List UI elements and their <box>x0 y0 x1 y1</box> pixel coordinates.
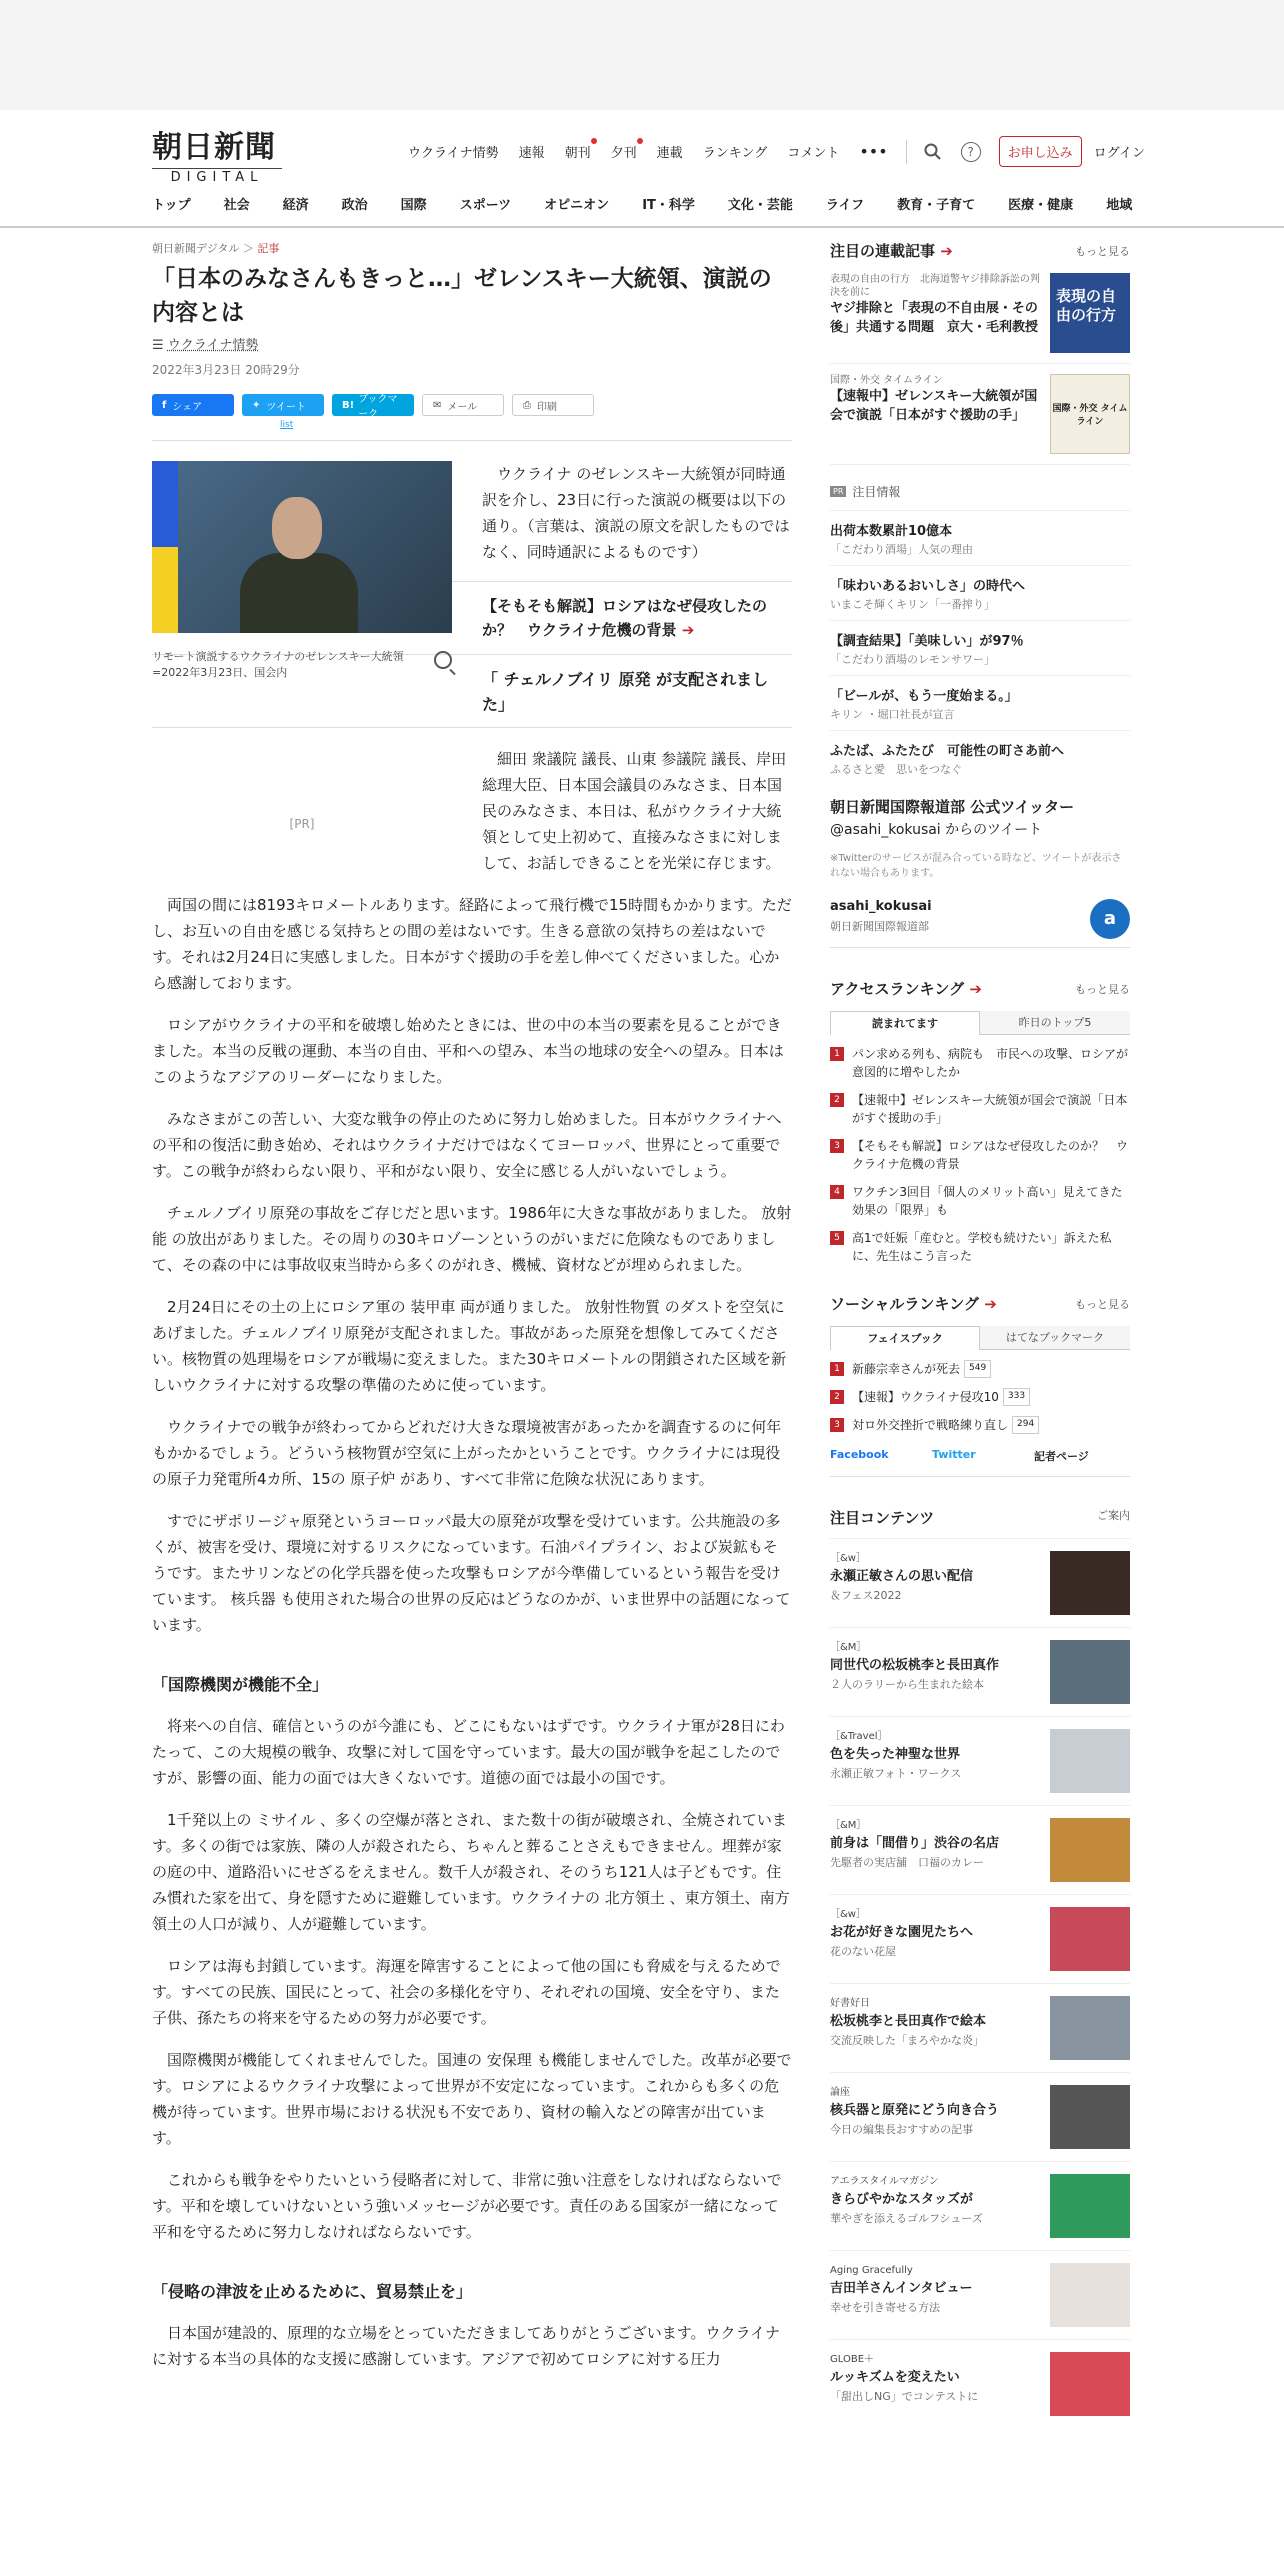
rank-badge: 3 <box>830 1139 844 1153</box>
paragraph: 将来への自信、確信というのが今誰にも、どこにもないはずです。ウクライナ軍が28日にわたって、この大規模の戦争、攻撃に対して国を守っています。最大の国が戦争を起こしたのですが、影響の面、能力の面では大きくないです。道徳の面では最小の国です。 <box>152 1717 785 1787</box>
tab-facebook[interactable]: フェイスブック <box>830 1326 980 1350</box>
featured-item[interactable] <box>830 2250 1130 2339</box>
sidebar <box>830 240 1130 2428</box>
featured-text <box>830 1640 1036 1704</box>
section-heading: 「国際機関が機能不全」 <box>152 1675 329 1694</box>
arrow-right-icon: ➔ <box>969 980 982 998</box>
featured-sub: 今日の編集長おすすめの記事 <box>830 2123 974 2136</box>
social-item-title[interactable]: 対ロ外交挫折で戦略練り直し <box>852 1418 1009 1432</box>
series-item[interactable] <box>830 273 1130 364</box>
series-item-label-1: 表現の自由の行方 <box>830 274 910 285</box>
cat-economy[interactable]: 経済 <box>282 198 309 213</box>
featured-headline[interactable]: お花が好きな園児たちへ <box>830 1925 974 1940</box>
ranking-item-title[interactable]: パン求める列も、病院も 市民への攻撃、ロシアが意図的に増やしたか <box>852 1047 1129 1079</box>
nav-ranking[interactable]: ランキング <box>702 146 768 161</box>
featured-thumbnail[interactable] <box>1050 1996 1130 2060</box>
featured-item[interactable] <box>830 1983 1130 2072</box>
tweet-list-link[interactable]: list <box>280 420 294 430</box>
ranking-item-title[interactable]: 高1で妊娠「産むと。学校も続けたい」訴えた私に、先生はこう言った <box>852 1231 1112 1263</box>
social-item-title[interactable]: 新藤宗幸さんが死去 <box>852 1362 961 1376</box>
mail-icon: ✉ <box>433 399 442 411</box>
series-title[interactable]: 注目の連載記事 <box>830 242 936 260</box>
pr-item[interactable] <box>830 565 1130 620</box>
pr-item-title[interactable]: 「味わいあるおいしさ」の時代へ <box>830 579 1026 594</box>
social-ranking-item[interactable] <box>830 1416 1130 1434</box>
flag-shape <box>152 461 178 633</box>
related-link-label[interactable]: 【そもそも解説】ロシアはなぜ侵攻したのか？ ウクライナ危機の背景 <box>482 597 768 639</box>
ranking-item[interactable] <box>830 1091 1130 1127</box>
series-more-link[interactable]: もっと見る <box>1075 244 1130 258</box>
featured-sub: ＆フェス2022 <box>830 1589 902 1602</box>
featured-thumbnail[interactable] <box>1050 1551 1130 1615</box>
featured-text <box>830 1729 1036 1793</box>
featured-thumbnail[interactable] <box>1050 2085 1130 2149</box>
twitter-account[interactable] <box>830 899 1130 948</box>
nav-breaking[interactable]: 速報 <box>518 146 545 161</box>
featured-label: アエラスタイルマガジン <box>830 2176 939 2187</box>
series-item-text <box>830 273 1040 353</box>
tab-yesterday-top5[interactable]: 昨日のトップ5 <box>980 1011 1130 1035</box>
access-ranking-header <box>830 978 1130 999</box>
featured-sub: ２人のラリーから生まれた絵本 <box>830 1678 984 1691</box>
twitter-widget-sub: @asahi_kokusai からのツイート <box>830 822 1043 838</box>
print-label: 印刷 <box>537 401 557 413</box>
featured-text <box>830 1818 1036 1882</box>
series-header <box>830 240 1130 261</box>
social-more-link[interactable]: もっと見る <box>1075 1297 1130 1311</box>
pr-ad-slot: [PR] <box>289 817 315 831</box>
pr-item-sub: ふるさと愛 思いをつなぐ <box>830 763 962 776</box>
arrow-right-icon: ➔ <box>984 1295 997 1313</box>
caption-text: リモート演説するウクライナのゼレンスキー大統領=2022年3月23日、国会内 <box>152 650 404 679</box>
social-ranking-item[interactable] <box>830 1388 1130 1406</box>
featured-text <box>830 2263 1036 2327</box>
paragraph: みなさまがこの苦しい、大変な戦争の停止のために努力し始めました。日本がウクライナへの平和の復活に動き始め、それはウクライナだけではなくてヨーロッパ、世界にとって重要です。この戦争が終わらない限り、平和がない限り、安全に感じる人がいないでしょう。 <box>152 1110 782 1180</box>
featured-label: ［&M］ <box>830 1820 867 1831</box>
pr-item-title[interactable]: 出荷本数累計10億本 <box>830 524 953 539</box>
more-icon[interactable]: ••• <box>859 142 888 161</box>
facebook-share-button[interactable] <box>152 394 234 416</box>
pr-item-sub: キリン ・堀口社長が宣言 <box>830 708 955 721</box>
nav-ukraine[interactable]: ウクライナ情勢 <box>408 146 499 161</box>
share-count: 333 <box>1003 1388 1030 1406</box>
subheading: 「 チェルノブイリ 原発 が支配されました」 <box>152 667 792 728</box>
social-ranking-header <box>830 1293 1130 1314</box>
social-tabs <box>830 1326 1130 1350</box>
featured-item[interactable] <box>830 2161 1130 2250</box>
featured-label: GLOBE＋ <box>830 2354 875 2365</box>
arrow-right-icon: ➔ <box>681 621 695 639</box>
arrow-right-icon: ➔ <box>940 242 953 260</box>
featured-text <box>830 2174 1036 2238</box>
featured-item[interactable] <box>830 1627 1130 1716</box>
article-tag[interactable]: ☰ ウクライナ情勢 <box>152 338 259 353</box>
pr-item[interactable] <box>830 730 1130 785</box>
access-tabs <box>830 1011 1130 1035</box>
series-item-headline[interactable]: ヤジ排除と「表現の不自由展・その後」共通する問題 京大・毛利教授 <box>830 301 1039 335</box>
nav-series[interactable]: 連載 <box>656 146 683 161</box>
pr-item-title[interactable]: ふたば、ふたたび 可能性の町さあ前へ <box>830 744 1065 759</box>
featured-thumbnail[interactable] <box>1050 1818 1130 1882</box>
featured-guide-link[interactable]: ご案内 <box>1097 1509 1130 1522</box>
featured-headline[interactable]: ルッキズムを変えたい <box>830 2370 960 2385</box>
featured-label: 好書好日 <box>830 1998 870 2009</box>
featured-label: 論座 <box>830 2087 850 2098</box>
featured-headline[interactable]: 色を失った神聖な世界 <box>830 1747 961 1762</box>
rank-badge: 2 <box>830 1390 844 1404</box>
facebook-icon: f <box>162 399 167 411</box>
rank-badge: 5 <box>830 1231 844 1245</box>
logo-en: DIGITAL <box>152 168 282 185</box>
hatena-bookmark-button[interactable] <box>332 394 414 420</box>
help-icon[interactable]: ? <box>961 142 981 162</box>
rank-badge: 4 <box>830 1185 844 1199</box>
featured-headline[interactable]: 永瀬正敏さんの思い配信 <box>830 1569 974 1584</box>
paragraph: ロシアは海も封鎖しています。海運を障害することによって他の国にも脅威を与えるためです。すべての民族、国民にとって、社会の多様化を守り、それぞれの国境、安全を守り、また子供、孫たちの将来を守るための努力が必要です。 <box>152 1957 781 2027</box>
featured-headline[interactable]: 前身は「間借り」渋谷の名店 <box>830 1836 1000 1851</box>
breadcrumb <box>152 240 792 256</box>
featured-sub: 交流反映した「まろやかな炎」 <box>830 2034 984 2047</box>
featured-headline[interactable]: 同世代の松坂桃李と長田真作 <box>830 1658 1000 1673</box>
series-item-headline[interactable]: 【速報中】ゼレンスキー大統領が国会で演説「日本がすぐ援助の手」 <box>830 389 1038 423</box>
pr-item-sub: 「こだわり酒場のレモンサワー」 <box>830 653 995 666</box>
paragraph: 両国の間には8193キロメートルあります。経路によって飛行機で15時間もかかります。ただし、お互いの自由を感じる気持ちとの間の差はないです。生きる意欲の気持ちの差はないです。それは2月24日に実感しました。日本がすぐ援助の手を差し伸べてくださいました。心から感謝しております。 <box>152 896 792 992</box>
featured-headline[interactable]: 松坂桃李と長田真作で絵本 <box>830 2014 987 2029</box>
pr-item-title[interactable]: 【調査結果】「美味しい」が97％ <box>830 634 1024 649</box>
rank-badge: 1 <box>830 1362 844 1376</box>
featured-sub: 「甜出しNG」でコンテストに <box>830 2390 979 2403</box>
article-title: 「日本のみなさんもきっと…」ゼレンスキー大統領、演説の内容とは <box>152 266 772 326</box>
featured-label: ［&Travel］ <box>830 1731 888 1742</box>
featured-text <box>830 2085 1036 2149</box>
featured-label: Aging Gracefully <box>830 2265 913 2276</box>
featured-thumbnail[interactable] <box>1050 2352 1130 2416</box>
paragraph: 1千発以上の ミサイル 、多くの空爆が落とされ、また数十の街が破壊され、全焼されています。多くの街では家族、隣の人が殺されたら、ちゃんと葬ることさえもできません。埋葬が家の庭の中、道路沿いにせざるをえません。数千人が殺され、そのうち121人は子どもです。住み慣れた家を出て、身を隠すために避難しています。ウクライナの 北方領土 、東方領土、南方領土の人口が減り、人が避難しています。 <box>152 1811 790 1933</box>
pr-item-title[interactable]: 「ビールが、もう一度始まる。」 <box>830 689 1018 704</box>
featured-thumbnail[interactable] <box>1050 1640 1130 1704</box>
featured-sub: 幸せを引き寄せる方法 <box>830 2301 940 2314</box>
featured-label: ［&w］ <box>830 1553 866 1564</box>
print-icon: ⎙ <box>523 399 531 411</box>
nav-morning[interactable]: 朝刊 <box>565 142 591 161</box>
pr-item-sub: いまこそ輝くキリン「一番搾り」 <box>830 598 995 611</box>
paragraph: すでにザポリージャ原発というヨーロッパ最大の原発が攻撃を受けています。公共施設の多くが、被害を受け、環境に対するリスクになっています。石油パイプライン、および炭鉱もそうです。またサリンなどの化学兵器を使った攻撃もロシアが今準備しているという報告を受けています。 核兵器 も使用された場合の世界の反応はどうなのかが、いま世界中の話題になっています。 <box>152 1512 791 1634</box>
site-logo[interactable] <box>152 122 282 185</box>
featured-thumbnail[interactable] <box>1050 2263 1130 2327</box>
paragraph: チェルノブイリ原発の事故をご存じだと思います。1986年に大きな事故がありました。 放射能 の放出がありました。その周りの30キロゾーンというのがいまだに危険なものでありまして、その森の中には事故収束当時から多くのがれき、機械、資材などが埋められました。 <box>152 1204 792 1274</box>
cat-politics[interactable]: 政治 <box>341 198 368 213</box>
rank-badge: 2 <box>830 1093 844 1107</box>
site-header <box>0 110 1284 228</box>
series-item-thumbnail[interactable]: 国際・外交 タイムライン <box>1050 374 1130 454</box>
featured-sub: 華やぎを添えるゴルフシューズ <box>830 2212 983 2225</box>
share-bar <box>152 394 792 420</box>
article-date: 2022年3月23日 20時29分 <box>152 363 300 377</box>
ranking-item-title[interactable]: 【速報中】ゼレンスキー大統領が国会で演説「日本がすぐ援助の手」 <box>852 1093 1128 1125</box>
social-item-title[interactable]: 【速報】ウクライナ侵攻10 <box>852 1390 999 1404</box>
cat-health[interactable]: 医療・健康 <box>1008 198 1074 213</box>
pr-header <box>830 483 1130 500</box>
featured-text <box>830 1907 1036 1971</box>
paragraph: ウクライナでの戦争が終わってからどれだけ大きな環境被害があったかを調査するのに何年もかかるでしょう。どういう核物質が空気に上がったかということです。ウクライナには現役の原子力発電所4カ所、15の 原子炉 があり、すべて非常に危険な状況にあります。 <box>152 1418 782 1488</box>
photo-image[interactable] <box>152 461 452 633</box>
twitter-link[interactable]: Twitter <box>932 1448 976 1461</box>
breadcrumb-sep: ＞ <box>242 242 254 255</box>
speaker-head-shape <box>272 497 322 559</box>
cat-education[interactable]: 教育・子育て <box>897 198 976 213</box>
paragraph: 国際機関が機能してくれませんでした。国連の 安保理 も機能しませんでした。改革が必要です。ロシアによるウクライナ攻撃によって世界が不安定になっています。これからも多くの危機が待っています。世界市場における状況も不安であり、資材の輸入などの障害が出ています。 <box>152 2051 792 2147</box>
tab-most-read[interactable]: 読まれてます <box>830 1011 980 1035</box>
featured-text <box>830 1551 1036 1615</box>
featured-header <box>830 1507 1130 1528</box>
cat-culture[interactable]: 文化・芸能 <box>727 198 793 213</box>
ranking-item[interactable] <box>830 1045 1130 1081</box>
featured-text <box>830 2352 1036 2416</box>
paragraph: これからも戦争をやりたいという侵略者に対して、非常に強い注意をしなければならないです。平和を壊していけないという強いメッセージが必要です。責任のある国家が一緒になって平和を守るために努力しなければならないです。 <box>152 2171 782 2241</box>
access-more-link[interactable]: もっと見る <box>1075 982 1130 996</box>
top-nav <box>408 136 1145 167</box>
series-title-wrap[interactable] <box>830 240 953 261</box>
featured-headline[interactable]: 核兵器と原発にどう向き合う <box>830 2103 1000 2118</box>
breadcrumb-current: 記事 <box>257 242 280 255</box>
twitter-share-label: ツイート <box>266 401 306 413</box>
featured-thumbnail[interactable] <box>1050 2174 1130 2238</box>
twitter-icon: ✦ <box>252 399 261 411</box>
access-title-wrap[interactable] <box>830 978 982 999</box>
nav-comment[interactable]: コメント <box>787 146 840 161</box>
print-button[interactable] <box>512 394 594 416</box>
nav-evening[interactable]: 夕刊 <box>611 142 637 161</box>
twitter-account-desc: 朝日新聞国際報道部 <box>830 920 929 933</box>
photo-caption <box>152 649 452 681</box>
series-item-text <box>830 374 1040 454</box>
paragraph: 細田 衆議院 議長、山東 参議院 議長、岸田総理大臣、日本国会議員のみなさま、日本国民のみなさま、本日は、私がウクライナ大統領として史上初めて、直接みなさまに対しまして、お話しできることを光栄に存じます。 <box>482 750 787 872</box>
cat-society[interactable]: 社会 <box>223 198 250 213</box>
zoom-icon[interactable] <box>434 651 452 669</box>
featured-sub: 先駆者の実店舗 口福のカレー <box>830 1856 984 1869</box>
social-title[interactable]: ソーシャルランキング <box>830 1295 979 1313</box>
cat-opinion[interactable]: オピニオン <box>544 198 610 213</box>
section-heading: 「侵略の津波を止めるために、貿易禁止を」 <box>152 2282 473 2301</box>
paragraph: 2月24日にその土の上にロシア軍の 装甲車 両が通りました。 放射性物質 のダストを空気にあげました。チェルノブイリ原発が支配されました。事故があった原発を想像してみてください。核物質の処理場をロシアが戦場に変えました。また30キロメートルの閉鎖された区域を新しいウクライナに対する攻撃の準備のために使っています。 <box>152 1298 787 1394</box>
pr-badge: PR <box>830 486 846 497</box>
twitter-share-button[interactable] <box>242 394 324 416</box>
ranking-item-title[interactable]: ワクチン3回目「個人のメリット高い」見えてきた効果の「限界」も <box>852 1185 1123 1217</box>
featured-item[interactable] <box>830 1716 1130 1805</box>
cat-region[interactable]: 地域 <box>1106 198 1133 213</box>
featured-sub: 花のない花屋 <box>830 1945 896 1958</box>
cat-it-science[interactable]: IT・科学 <box>642 198 695 213</box>
kokusai-logo[interactable]: a <box>1090 899 1130 939</box>
cat-top[interactable]: トップ <box>152 198 191 213</box>
pr-item[interactable] <box>830 620 1130 675</box>
facebook-link[interactable]: Facebook <box>830 1448 889 1461</box>
featured-label: ［&w］ <box>830 1909 866 1920</box>
featured-thumbnail[interactable] <box>1050 1907 1130 1971</box>
rank-badge: 3 <box>830 1418 844 1432</box>
featured-title: 注目コンテンツ <box>830 1509 935 1527</box>
share-count: 294 <box>1012 1416 1039 1434</box>
twitter-widget-title: 朝日新聞国際報道部 公式ツイッター <box>830 798 1075 816</box>
featured-headline[interactable]: きらびやかなスタッズが <box>830 2192 974 2207</box>
mail-label: メール <box>447 401 478 413</box>
share-count: 549 <box>964 1360 991 1378</box>
facebook-share-label: シェア <box>172 401 203 413</box>
rank-badge: 1 <box>830 1047 844 1061</box>
pr-item[interactable] <box>830 510 1130 565</box>
hatena-icon: B! <box>342 399 355 411</box>
article-main <box>152 240 792 2388</box>
featured-item[interactable] <box>830 1894 1130 1983</box>
logo-jp: 朝日新聞 <box>152 130 276 165</box>
tag-label[interactable]: ウクライナ情勢 <box>167 338 259 353</box>
series-item-label-2: 北海道警ヤジ排除訴訟の判決を前に <box>830 274 1040 298</box>
article-photo <box>152 461 452 859</box>
pr-title: 注目情報 <box>852 485 901 499</box>
category-nav <box>152 194 1132 213</box>
breadcrumb-home[interactable]: 朝日新聞デジタル <box>152 242 240 255</box>
featured-headline[interactable]: 吉田羊さんインタビュー <box>830 2281 973 2296</box>
twitter-widget-note: ※Twitterのサービスが混み合っている時など、ツイートが表示されない場合もあります。 <box>830 853 1122 879</box>
ranking-item[interactable] <box>830 1229 1130 1265</box>
pr-item-sub: 「こだわり酒場」人気の理由 <box>830 543 973 556</box>
cat-life[interactable]: ライフ <box>825 198 865 213</box>
featured-item[interactable] <box>830 2339 1130 2428</box>
nav-divider <box>906 140 907 164</box>
twitter-account-name[interactable]: asahi_kokusai <box>830 899 932 914</box>
pr-item[interactable] <box>830 675 1130 730</box>
tab-hatena[interactable]: はてなブックマーク <box>980 1326 1130 1350</box>
paragraph: 日本国が建設的、原理的な立場をとっていただきましてありがとうございます。ウクライナに対する本当の具体的な支援に感謝しています。アジアで初めてロシアに対する圧力 <box>152 2324 781 2368</box>
featured-thumbnail[interactable] <box>1050 1729 1130 1793</box>
search-icon[interactable] <box>923 142 943 162</box>
ranking-item[interactable] <box>830 1183 1130 1219</box>
cat-international[interactable]: 国際 <box>400 198 427 213</box>
article-intro: ウクライナ のゼレンスキー大統領が同時通訳を介し、23日に行った演説の概要は以下の通り。（言葉は、演説の原文を訳したものではなく、同時通訳によるものです） <box>482 465 790 561</box>
cat-sports[interactable]: スポーツ <box>459 198 512 213</box>
featured-item[interactable] <box>830 1805 1130 1894</box>
mail-button[interactable] <box>422 394 504 416</box>
social-title-wrap[interactable] <box>830 1293 997 1314</box>
ranking-item[interactable] <box>830 1137 1130 1173</box>
subscribe-button[interactable]: お申し込み <box>999 136 1082 167</box>
login-link[interactable]: ログイン <box>1093 146 1146 161</box>
featured-item[interactable] <box>830 1538 1130 1627</box>
divider <box>152 440 792 441</box>
ranking-item-title[interactable]: 【そもそも解説】ロシアはなぜ侵攻したのか？ ウクライナ危機の背景 <box>852 1139 1129 1171</box>
series-item-label <box>830 273 1040 299</box>
featured-label: ［&M］ <box>830 1642 867 1653</box>
social-links <box>830 1448 1130 1477</box>
series-item[interactable] <box>830 374 1130 465</box>
social-ranking-item[interactable] <box>830 1360 1130 1378</box>
featured-sub: 永瀬正敏フォト・ワークス <box>830 1767 962 1780</box>
hatena-label: ブックマーク <box>358 394 398 420</box>
series-item-label: 国際・外交 タイムライン <box>830 375 943 386</box>
access-title[interactable]: アクセスランキング <box>830 980 965 998</box>
twitter-account-text <box>830 899 932 939</box>
featured-text <box>830 1996 1036 2060</box>
series-item-thumbnail[interactable]: 表現の自由の行方 <box>1050 273 1130 353</box>
featured-item[interactable] <box>830 2072 1130 2161</box>
paragraph: ロシアがウクライナの平和を破壊し始めたときには、世の中の本当の要素を見ることができました。本当の反戦の運動、本当の自由、平和への望み、本当の地球の安全への望み。日本はこのようなアジアのリーダーになりました。 <box>152 1016 784 1086</box>
ad-banner <box>0 0 1284 110</box>
speaker-body-shape <box>240 553 358 633</box>
reporter-page-link[interactable]: 記者ページ <box>1034 1450 1089 1463</box>
